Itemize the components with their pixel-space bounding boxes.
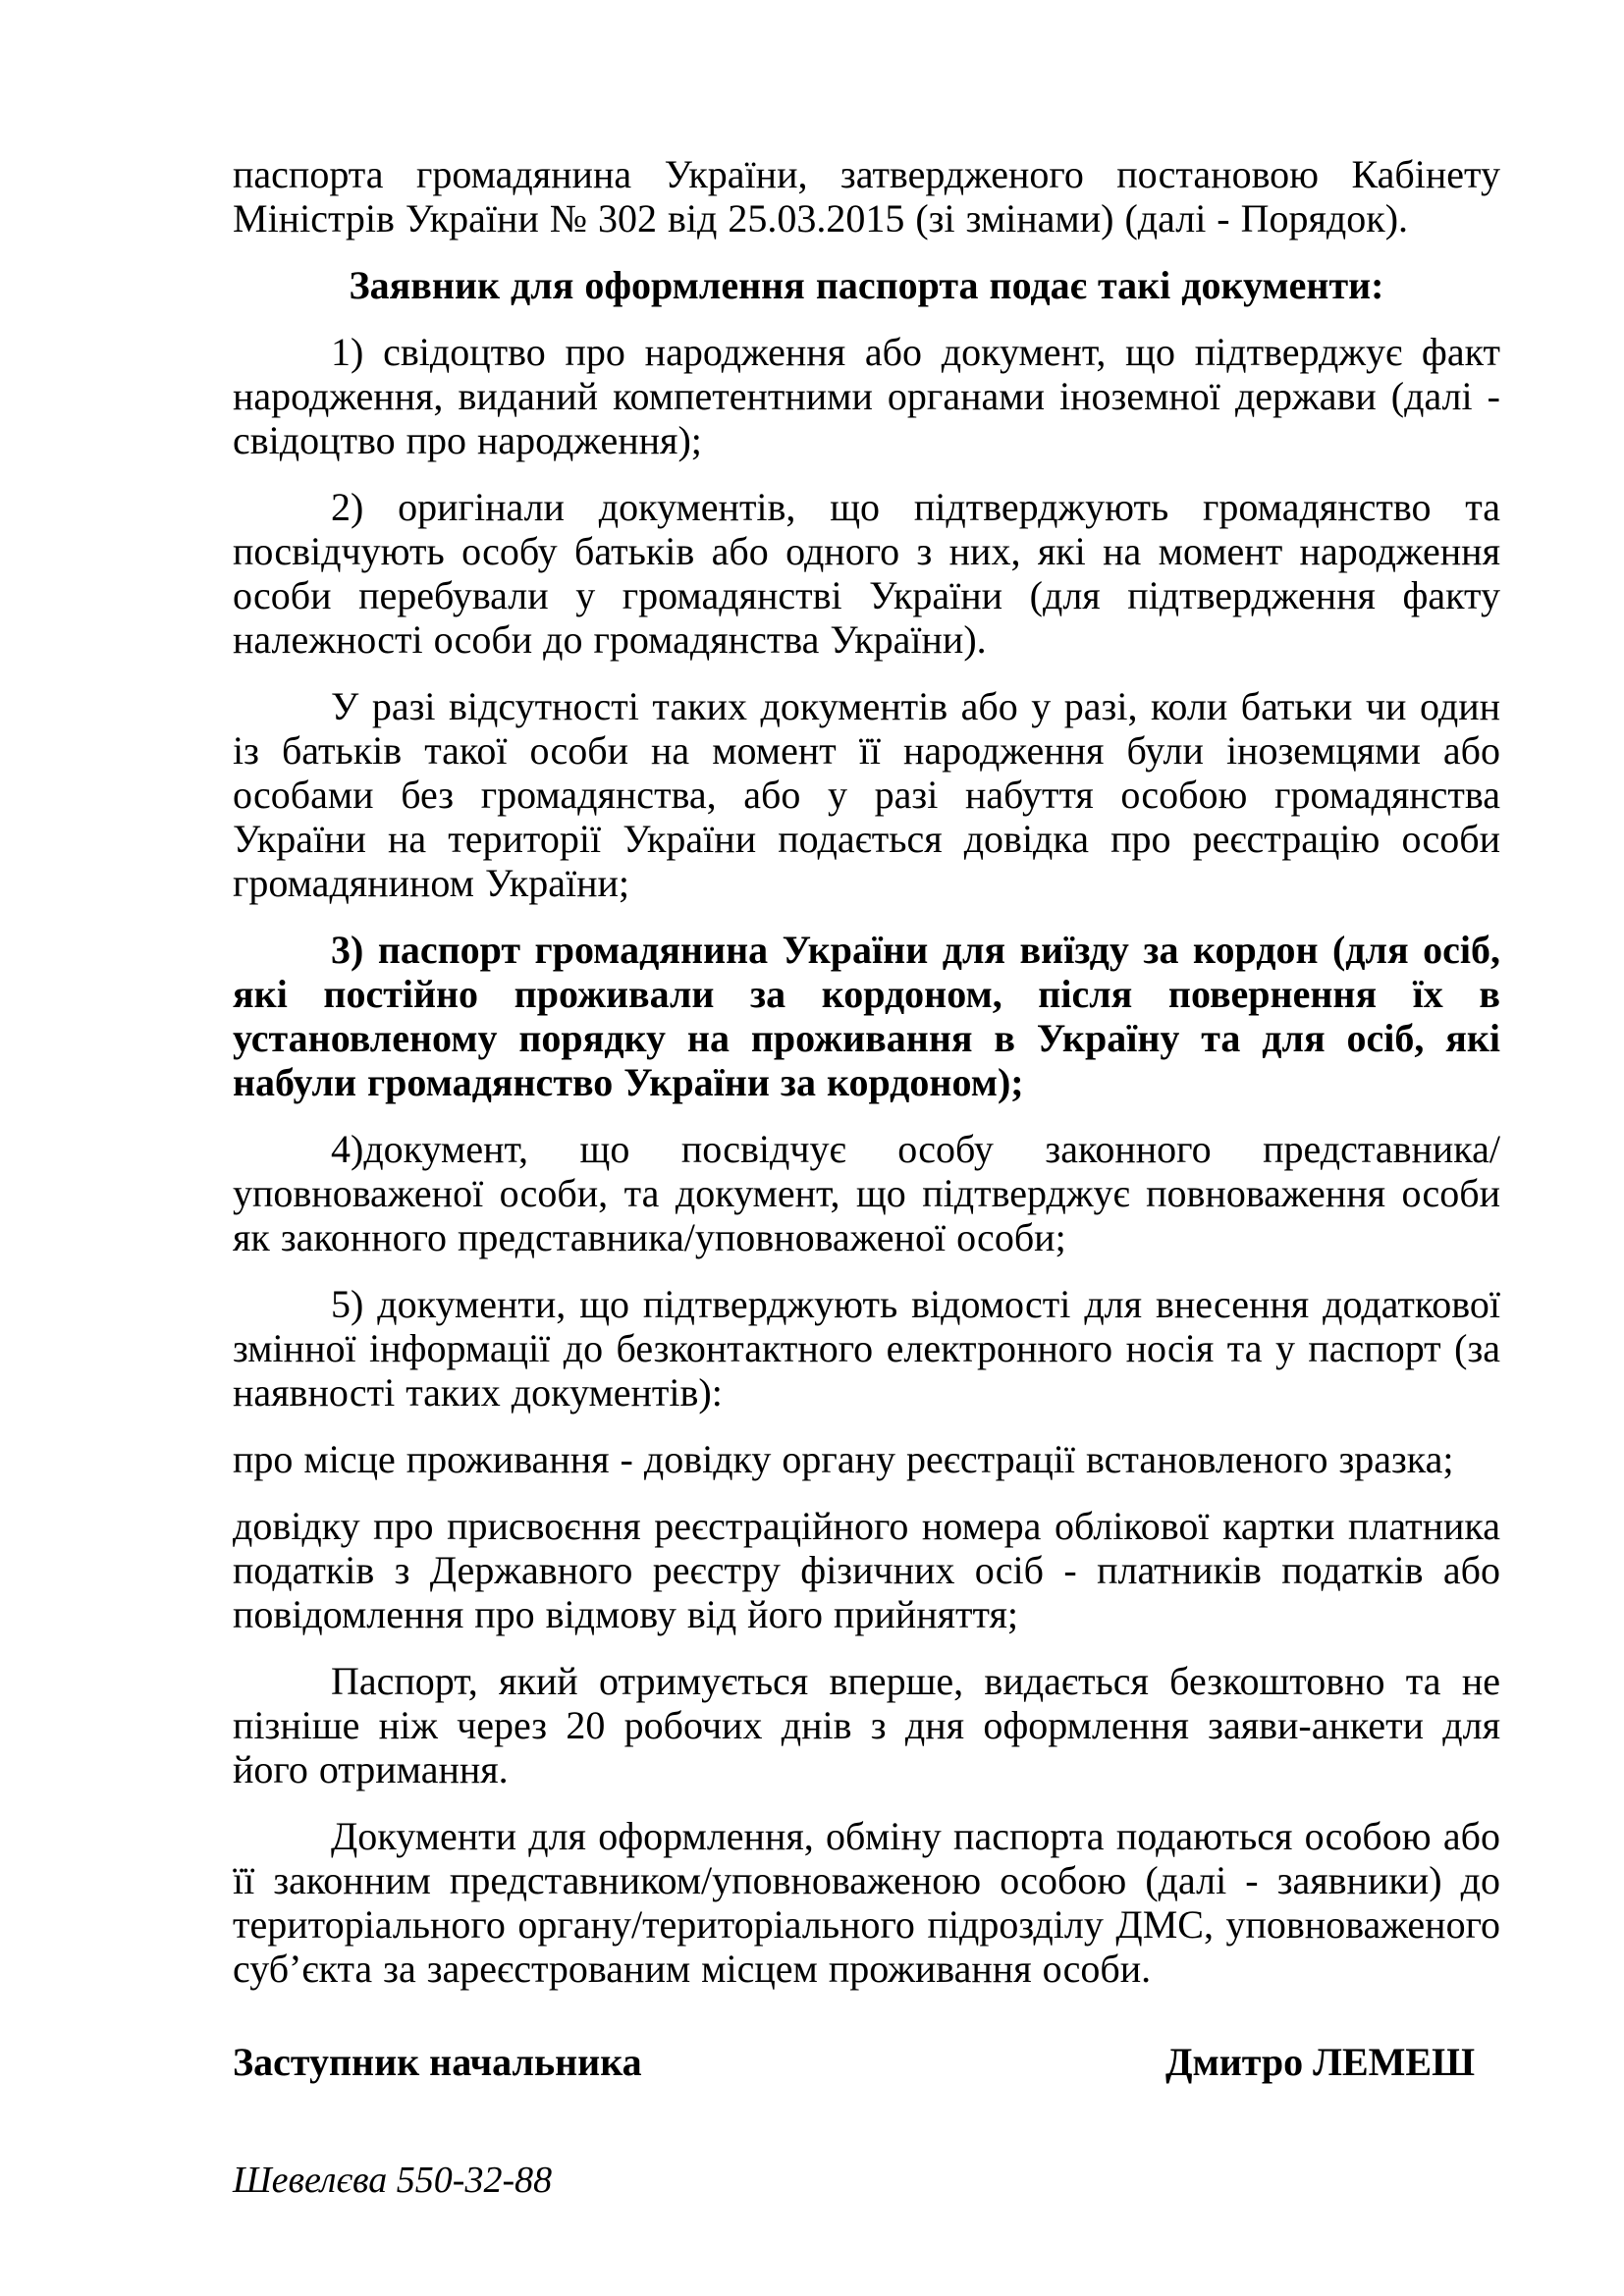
note-residence-certificate: про місце проживання - довідку органу реєстрації встановленого зразка; <box>233 1437 1454 1481</box>
item-birth-certificate: 1) свідоцтво про народження або документ, що підтверджує факт народження, виданий компетентними органами іноземної держави (далі - свідоцтво про народження); <box>233 330 1500 462</box>
signature-name: Дмитро ЛЕМЕШ <box>1164 2040 1475 2084</box>
signature-block <box>233 2040 1500 2084</box>
paragraph-submission-procedure: Документи для оформлення, обміну паспорта подаються особою або її законним представником/уповноваженою особою (далі - заявники) до територіального органу/територіального підрозділу ДМС, уповноваженого суб’єкта за зареєстрованим місцем проживання особи. <box>233 1814 1500 1991</box>
executor-reference: Шевелєва 550-32-88 <box>233 2160 553 2201</box>
paragraph-first-passport-free: Паспорт, який отримується вперше, видається безкоштовно та не пізніше ніж через 20 робочих днів з дня оформлення заяви-анкети для його отримання. <box>233 1659 1500 1791</box>
paragraph-absence-of-documents: У разі відсутності таких документів або у разі, коли батьки чи один із батьків такої особи на момент її народження були іноземцями або особами без громадянства, або у разі набуття особою громадянства України на території України подається довідка про реєстрацію особи громадянином України; <box>233 684 1500 905</box>
item-foreign-travel-passport: 3) паспорт громадянина України для виїзду за кордон (для осіб, які постійно проживали за кордоном, після повернення їх в установленому порядку на проживання в Україну та для осіб, які набули громадянство України за кордоном); <box>233 928 1500 1104</box>
signature-position: Заступник начальника <box>233 2040 642 2084</box>
item-parents-citizenship-documents: 2) оригінали документів, що підтверджують громадянство та посвідчують особу батьків або одного з них, які на момент народження особи перебували у громадянстві України (для підтвердження факту належності особи до громадянства України). <box>233 485 1500 662</box>
item-legal-representative-document: 4)документ, що посвідчує особу законного представника/ уповноваженої особи, та документ, що підтверджує повноваження особи як законного представника/уповноваженої особи; <box>233 1127 1500 1259</box>
paragraph-intro: паспорта громадянина України, затвердженого постановою Кабінету Міністрів України № 302 від 25.03.2015 (зі змінами) (далі - Порядок). <box>233 152 1500 240</box>
document-body <box>233 152 1500 2203</box>
section-heading: Заявник для оформлення паспорта подає такі документи: <box>349 263 1384 307</box>
note-taxpayer-number-certificate: довідку про присвоєння реєстраційного номера облікової картки платника податків з Державного реєстру фізичних осіб - платників податків або повідомлення про відмову від його прийняття; <box>233 1504 1500 1636</box>
item-additional-variable-information: 5) документи, що підтверджують відомості для внесення додаткової змінної інформації до безконтактного електронного носія та у паспорт (за наявності таких документів): <box>233 1282 1500 1415</box>
